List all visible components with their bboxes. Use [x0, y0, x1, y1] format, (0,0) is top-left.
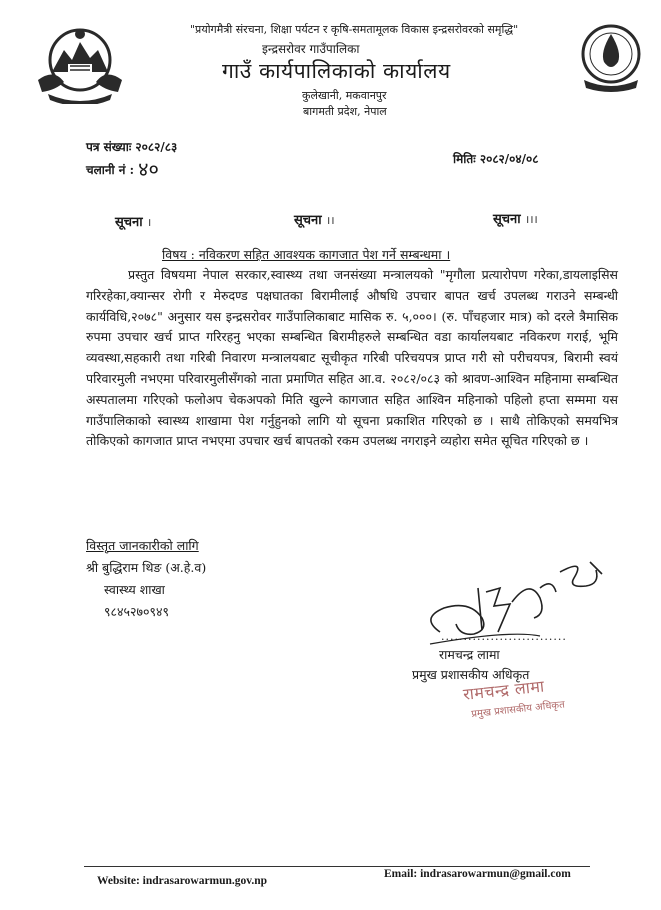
contact-name: श्री बुद्धिराम थिङ (अ.हे.व): [86, 560, 207, 575]
letter-number: पत्र संख्याः २०८२/८३: [86, 140, 178, 154]
address-line-1: कुलेखानी, मकवानपुर: [302, 89, 387, 102]
dispatch-number-value: ४०: [138, 157, 159, 181]
body-paragraph: प्रस्तुत विषयमा नेपाल सरकार,स्वास्थ्य तथा जनसंख्या मन्त्रालयको "मृगौला प्रत्यारोपण गरेका,डायलाइसिस गरिरहेका,क्यान्सर रोगी र मेरुदण्ड पक्षघातका बिरामीलाई औषधि उपचार बापत खर्च उपलब्ध गराउने सम्बन्धी कार्यविधि,२०७८" अनुसार यस इन्द्रसरोवर गाउँपालिकाबाट मासिक रु. ५,०००। (रु. पाँचहजार मात्र) को दरले त्रैमासिक रुपमा उपचार खर्च प्राप्त गरिरहनु भएका सम्बन्धित बिरामीहरुले सम्बन्धित वडा कार्यालयबाट नविकरण गराई, भूमि व्यवस्था,सहकारी तथा गरिबी निवारण मन्त्रालयबाट सूचीकृत गरिबी परिचयपत्र प्राप्त गरी सो परीचयपत्र, बिरामी स्वयं परिवारमुली नभएमा परिवारमुलीसँगको नाता प्रमाणित सहित आ.व. २०८२/०८३ को श्रावण-आश्विन महिनामा सम्बन्धित अस्पतालमा गरिएको फलोअप चेकअपको मिति खुल्ने कागजात सहित आश्विन महिनाको पहिलो हप्ता सम्ममा यस गाउँपालिकाको स्वास्थ्य शाखामा पेश गर्नुहुनको लागि यो सूचना प्रकाशित गरिएको छ । साथै तोकिएको समयभित्र तोकिएको कागजात प्राप्त नभएमा उपचार खर्च बापतको रकम उपलब्ध नगराइने व्यहोरा समेत सूचित गरिएको छ ।: [86, 267, 618, 449]
notice-word-3: सूचना ।।।: [493, 212, 538, 227]
contact-section: स्वास्थ्य शाखा: [104, 582, 165, 597]
stamp-title: प्रमुख प्रशासकीय अधिकृत: [470, 699, 566, 721]
contact-heading: विस्तृत जानकारीको लागि: [86, 538, 199, 553]
municipality-name: इन्द्रसरोवर गाउँपालिका: [262, 42, 360, 56]
slogan: "प्रयोगमैत्री संरचना, शिक्षा पर्यटन र कृषि-समतामूलक विकास इन्द्रसरोवरको समृद्धि": [190, 23, 519, 36]
subject-line: विषय : नविकरण सहित आवश्यक कागजात पेश गर्ने सम्बन्धमा ।: [162, 247, 451, 262]
footer-website: Website: indrasarowarmun.gov.np: [97, 875, 268, 887]
notice-word-2: सूचना ।।: [294, 213, 335, 228]
municipality-logo-icon: [578, 20, 644, 94]
nepal-emblem-icon: [34, 20, 126, 104]
dispatch-number-label: चलानी नं :: [86, 163, 135, 177]
contact-phone: ९८४५२७०९४९: [104, 604, 170, 619]
signatory-name: रामचन्द्र लामा: [439, 647, 500, 662]
address-line-2: बागमती प्रदेश, नेपाल: [303, 105, 387, 118]
signatory-title: प्रमुख प्रशासकीय अधिकृत: [412, 667, 530, 682]
signature-dotted-line: ............................: [441, 630, 567, 643]
letter-date: मितिः २०८२/०४/०८: [453, 152, 539, 166]
stamp-name: रामचन्द्र लामा: [462, 676, 546, 704]
notice-word-1: सूचना ।: [115, 215, 152, 230]
office-name: गाउँ कार्यपालिकाको कार्यालय: [222, 59, 451, 83]
footer-divider: [84, 866, 590, 867]
footer-email: Email: indrasarowarmun@gmail.com: [384, 868, 571, 880]
dispatch-number: [86, 155, 159, 182]
